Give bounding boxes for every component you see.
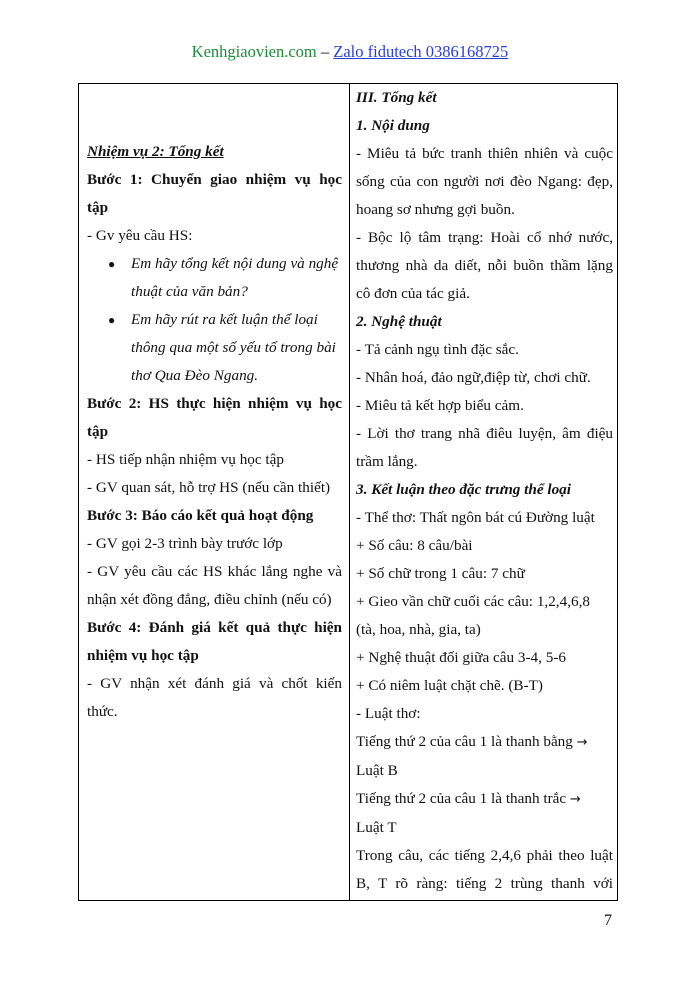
rule-result: Luật B — [356, 762, 398, 779]
content-line: hoang sơ nhưng gợi buồn. — [356, 201, 515, 218]
art-line: - Lời thơ trang nhã điêu luyện, âm điệu — [356, 425, 613, 442]
art-line: trầm lắng. — [356, 453, 418, 470]
genre-line: + Nghệ thuật đối giữa câu 3-4, 5-6 — [356, 649, 566, 666]
lesson-table — [78, 83, 618, 901]
column-divider — [349, 84, 350, 900]
step3-title: Bước 3: Báo cáo kết quả hoạt động — [87, 507, 314, 524]
arrow-right-icon: → — [569, 792, 581, 807]
task-heading: Nhiệm vụ 2: Tổng kết — [87, 143, 224, 160]
step1-title-cont: tập — [87, 199, 109, 216]
right-column — [356, 84, 613, 898]
step3-item-cont: nhận xét đồng đẳng, điều chỉnh (nếu có) — [87, 591, 332, 608]
list-item: ● Em hãy tổng kết nội dung và nghệ — [87, 250, 342, 278]
genre-line: + Số câu: 8 câu/bài — [356, 537, 473, 554]
genre-line: - Thể thơ: Thất ngôn bát cú Đường luật — [356, 509, 595, 526]
page-number: 7 — [604, 912, 612, 929]
step4-item: - GV nhận xét đánh giá và chốt kiến — [87, 675, 342, 692]
step2-item: - GV quan sát, hỗ trợ HS (nếu cần thiết) — [87, 479, 331, 496]
art-line: - Miêu tả kết hợp biểu cảm. — [356, 397, 524, 414]
left-column — [87, 138, 342, 726]
genre-line: + Gieo vần chữ cuối các câu: 1,2,4,6,8 — [356, 593, 590, 610]
header-site: Kenhgiaovien.com — [191, 42, 317, 61]
rule-line: Tiếng thứ 2 của câu 1 là thanh trắc → — [356, 790, 581, 807]
rule-line: Tiếng thứ 2 của câu 1 là thanh bằng → — [356, 733, 588, 750]
step4-title: Bước 4: Đánh giá kết quả thực hiện — [87, 619, 342, 636]
page-header — [0, 42, 700, 62]
list-item-cont: thuật của văn bản? — [131, 283, 248, 300]
step3-item: - GV gọi 2-3 trình bày trước lớp — [87, 535, 283, 552]
step2-title-cont: tập — [87, 423, 109, 440]
genre-line: + Số chữ trong 1 câu: 7 chữ — [356, 565, 525, 582]
rule-result: Luật T — [356, 819, 397, 836]
step2-item: - HS tiếp nhận nhiệm vụ học tập — [87, 451, 284, 468]
genre-line: - Luật thơ: — [356, 705, 421, 722]
list-item-cont: thơ Qua Đèo Ngang. — [131, 367, 259, 384]
step1-title: Bước 1: Chuyển giao nhiệm vụ học — [87, 171, 342, 188]
section-art-title: 2. Nghệ thuật — [356, 313, 442, 330]
art-line: - Nhân hoá, đảo ngữ,điệp từ, chơi chữ. — [356, 369, 591, 386]
content-line: - Miêu tả bức tranh thiên nhiên và cuộc — [356, 145, 613, 162]
step3-item: - GV yêu cầu các HS khác lắng nghe và — [87, 563, 342, 580]
header-separator: – — [316, 42, 334, 61]
step4-title-cont: nhiệm vụ học tập — [87, 647, 199, 664]
genre-line: + Có niêm luật chặt chẽ. (B-T) — [356, 677, 543, 694]
step2-title: Bước 2: HS thực hiện nhiệm vụ học — [87, 395, 342, 412]
art-line: - Tả cảnh ngụ tình đặc sắc. — [356, 341, 519, 358]
genre-line: (tà, hoa, nhà, gia, ta) — [356, 621, 481, 638]
content-line: thương nhà da diết, nỗi buồn thầm lặng — [356, 257, 613, 274]
content-line: cô đơn của tác giả. — [356, 285, 470, 302]
arrow-right-icon: → — [576, 735, 588, 750]
step4-item-cont: thức. — [87, 703, 118, 720]
gv-request: - Gv yêu cầu HS: — [87, 227, 193, 244]
tail-line: Trong câu, các tiếng 2,4,6 phải theo luật — [356, 847, 613, 864]
list-item: ● Em hãy rút ra kết luận thể loại — [87, 306, 342, 334]
bullet-icon: ● — [108, 313, 116, 327]
list-item-cont: thông qua một số yếu tố trong bài — [131, 339, 336, 356]
header-zalo-link[interactable]: Zalo fidutech 0386168725 — [333, 42, 509, 61]
section-genre-title: 3. Kết luận theo đặc trưng thể loại — [356, 481, 571, 498]
content-line: sống của con người nơi đèo Ngang: đẹp, — [356, 173, 613, 190]
section-content-title: 1. Nội dung — [356, 117, 430, 134]
bullet-icon: ● — [108, 257, 116, 271]
summary-title: III. Tổng kết — [356, 89, 437, 106]
content-line: - Bộc lộ tâm trạng: Hoài cổ nhớ nước, — [356, 229, 613, 246]
tail-line: B, T rõ ràng: tiếng 2 trùng thanh với — [356, 875, 613, 892]
